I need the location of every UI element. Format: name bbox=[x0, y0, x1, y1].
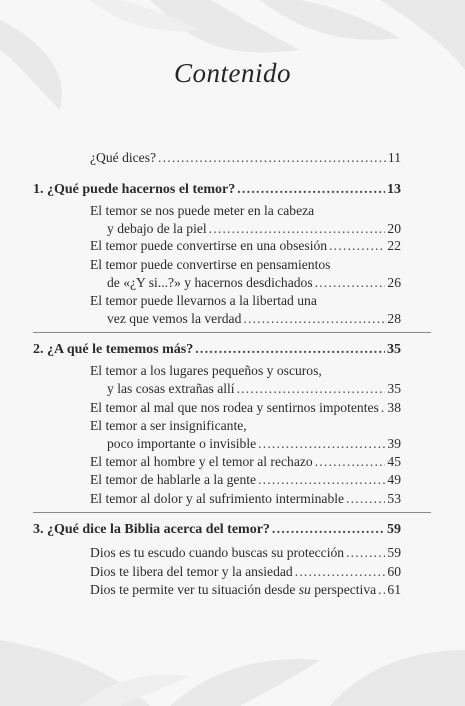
toc-entry[interactable] bbox=[107, 381, 401, 397]
toc-page-number: 22 bbox=[387, 238, 401, 253]
toc-chapter-label: 2. ¿A qué le tememos más? bbox=[33, 342, 194, 357]
section-divider bbox=[33, 512, 431, 513]
toc-entry-label: El temor al dolor y al sufrimiento interminable bbox=[90, 491, 345, 506]
section-divider bbox=[33, 332, 431, 333]
toc-entry-label: y las cosas extrañas allí bbox=[107, 381, 235, 396]
toc-entry-label: vez que vemos la verdad bbox=[107, 311, 242, 326]
toc-page-number: 28 bbox=[387, 311, 401, 326]
toc-chapter-3[interactable] bbox=[33, 522, 401, 538]
toc-page-number: 38 bbox=[387, 400, 401, 415]
toc-entry-line: El temor se nos puede meter en la cabeza bbox=[90, 203, 315, 218]
toc-chapter-label: 3. ¿Qué dice la Biblia acerca del temor? bbox=[33, 522, 270, 537]
toc-page-number: 35 bbox=[387, 381, 401, 396]
dot-leader bbox=[209, 221, 386, 237]
toc-page-number: 59 bbox=[387, 522, 401, 537]
dot-leader bbox=[315, 454, 386, 470]
toc-entry-intro[interactable] bbox=[90, 150, 401, 166]
dot-leader bbox=[258, 436, 385, 452]
dot-leader bbox=[258, 472, 385, 488]
toc-entry[interactable] bbox=[90, 400, 401, 416]
dot-leader bbox=[237, 182, 385, 198]
toc-entry-label: Dios es tu escudo cuando buscas su protección bbox=[90, 545, 345, 560]
dot-leader bbox=[272, 522, 385, 538]
dot-leader bbox=[381, 400, 386, 416]
toc-entry-line: El temor a ser insignificante, bbox=[90, 418, 247, 433]
toc-page-number: 45 bbox=[387, 454, 401, 469]
toc-chapter-label: 1. ¿Qué puede hacernos el temor? bbox=[33, 182, 236, 197]
toc-entry-label: de «¿Y si...?» y hacernos desdichados bbox=[107, 275, 313, 290]
dot-leader bbox=[158, 150, 386, 166]
emphasis: su bbox=[298, 582, 311, 597]
toc-entry-label: El temor al hombre y el temor al rechazo bbox=[90, 454, 313, 469]
toc-entry[interactable] bbox=[107, 221, 401, 237]
toc-entry[interactable] bbox=[90, 545, 401, 561]
toc-entry[interactable] bbox=[107, 311, 401, 327]
dot-leader bbox=[346, 491, 385, 507]
toc-entry-line: El temor a los lugares pequeños y oscuros, bbox=[90, 363, 322, 378]
toc-chapter-1[interactable] bbox=[33, 182, 401, 198]
toc-entry[interactable] bbox=[90, 238, 401, 254]
dot-leader bbox=[295, 564, 386, 580]
toc-page-number: 61 bbox=[387, 582, 401, 597]
toc-entry-label: Dios te permite ver tu situación desde su perspectiva bbox=[90, 582, 377, 597]
toc-entry[interactable] bbox=[90, 491, 401, 507]
dot-leader bbox=[329, 238, 385, 254]
toc-entry-label: y debajo de la piel bbox=[107, 221, 207, 236]
toc-chapter-2[interactable] bbox=[33, 342, 401, 358]
toc-page-number: 26 bbox=[387, 275, 401, 290]
page-title: Contenido bbox=[174, 58, 291, 88]
toc-page-number: 20 bbox=[387, 221, 401, 236]
dot-leader bbox=[195, 342, 385, 358]
toc-page-number: 59 bbox=[387, 545, 401, 560]
toc-entry[interactable] bbox=[107, 275, 401, 291]
toc-entry-label: El temor de hablarle a la gente bbox=[90, 472, 257, 487]
toc-page-number: 13 bbox=[387, 182, 401, 197]
toc-entry[interactable] bbox=[90, 454, 401, 470]
toc-entry-label: El temor al mal que nos rodea y sentirnos impotentes bbox=[90, 400, 379, 415]
dot-leader bbox=[315, 275, 386, 291]
toc-entry-label: El temor puede convertirse en una obsesión bbox=[90, 238, 328, 253]
toc-page-number: 39 bbox=[387, 436, 401, 451]
toc-page-number: 53 bbox=[387, 491, 401, 506]
toc-entry[interactable] bbox=[90, 582, 401, 598]
toc-page-number: 11 bbox=[387, 150, 401, 165]
toc-entry-label: poco importante o invisible bbox=[107, 436, 257, 451]
toc-page-number: 49 bbox=[387, 472, 401, 487]
toc-entry-label: ¿Qué dices? bbox=[90, 150, 157, 165]
dot-leader bbox=[243, 311, 385, 327]
toc-entry[interactable] bbox=[90, 564, 401, 580]
toc-entry-label: Dios te libera del temor y la ansiedad bbox=[90, 564, 293, 579]
dot-leader bbox=[346, 545, 385, 561]
dot-leader bbox=[237, 381, 386, 397]
toc-entry-line: El temor puede convertirse en pensamientos bbox=[90, 257, 331, 272]
dot-leader bbox=[378, 582, 385, 598]
toc-page-number: 60 bbox=[387, 564, 401, 579]
toc-entry[interactable] bbox=[107, 436, 401, 452]
toc-entry-line: El temor puede llevarnos a la libertad una bbox=[90, 293, 317, 308]
toc-entry[interactable] bbox=[90, 472, 401, 488]
toc-page-number: 35 bbox=[387, 342, 401, 357]
